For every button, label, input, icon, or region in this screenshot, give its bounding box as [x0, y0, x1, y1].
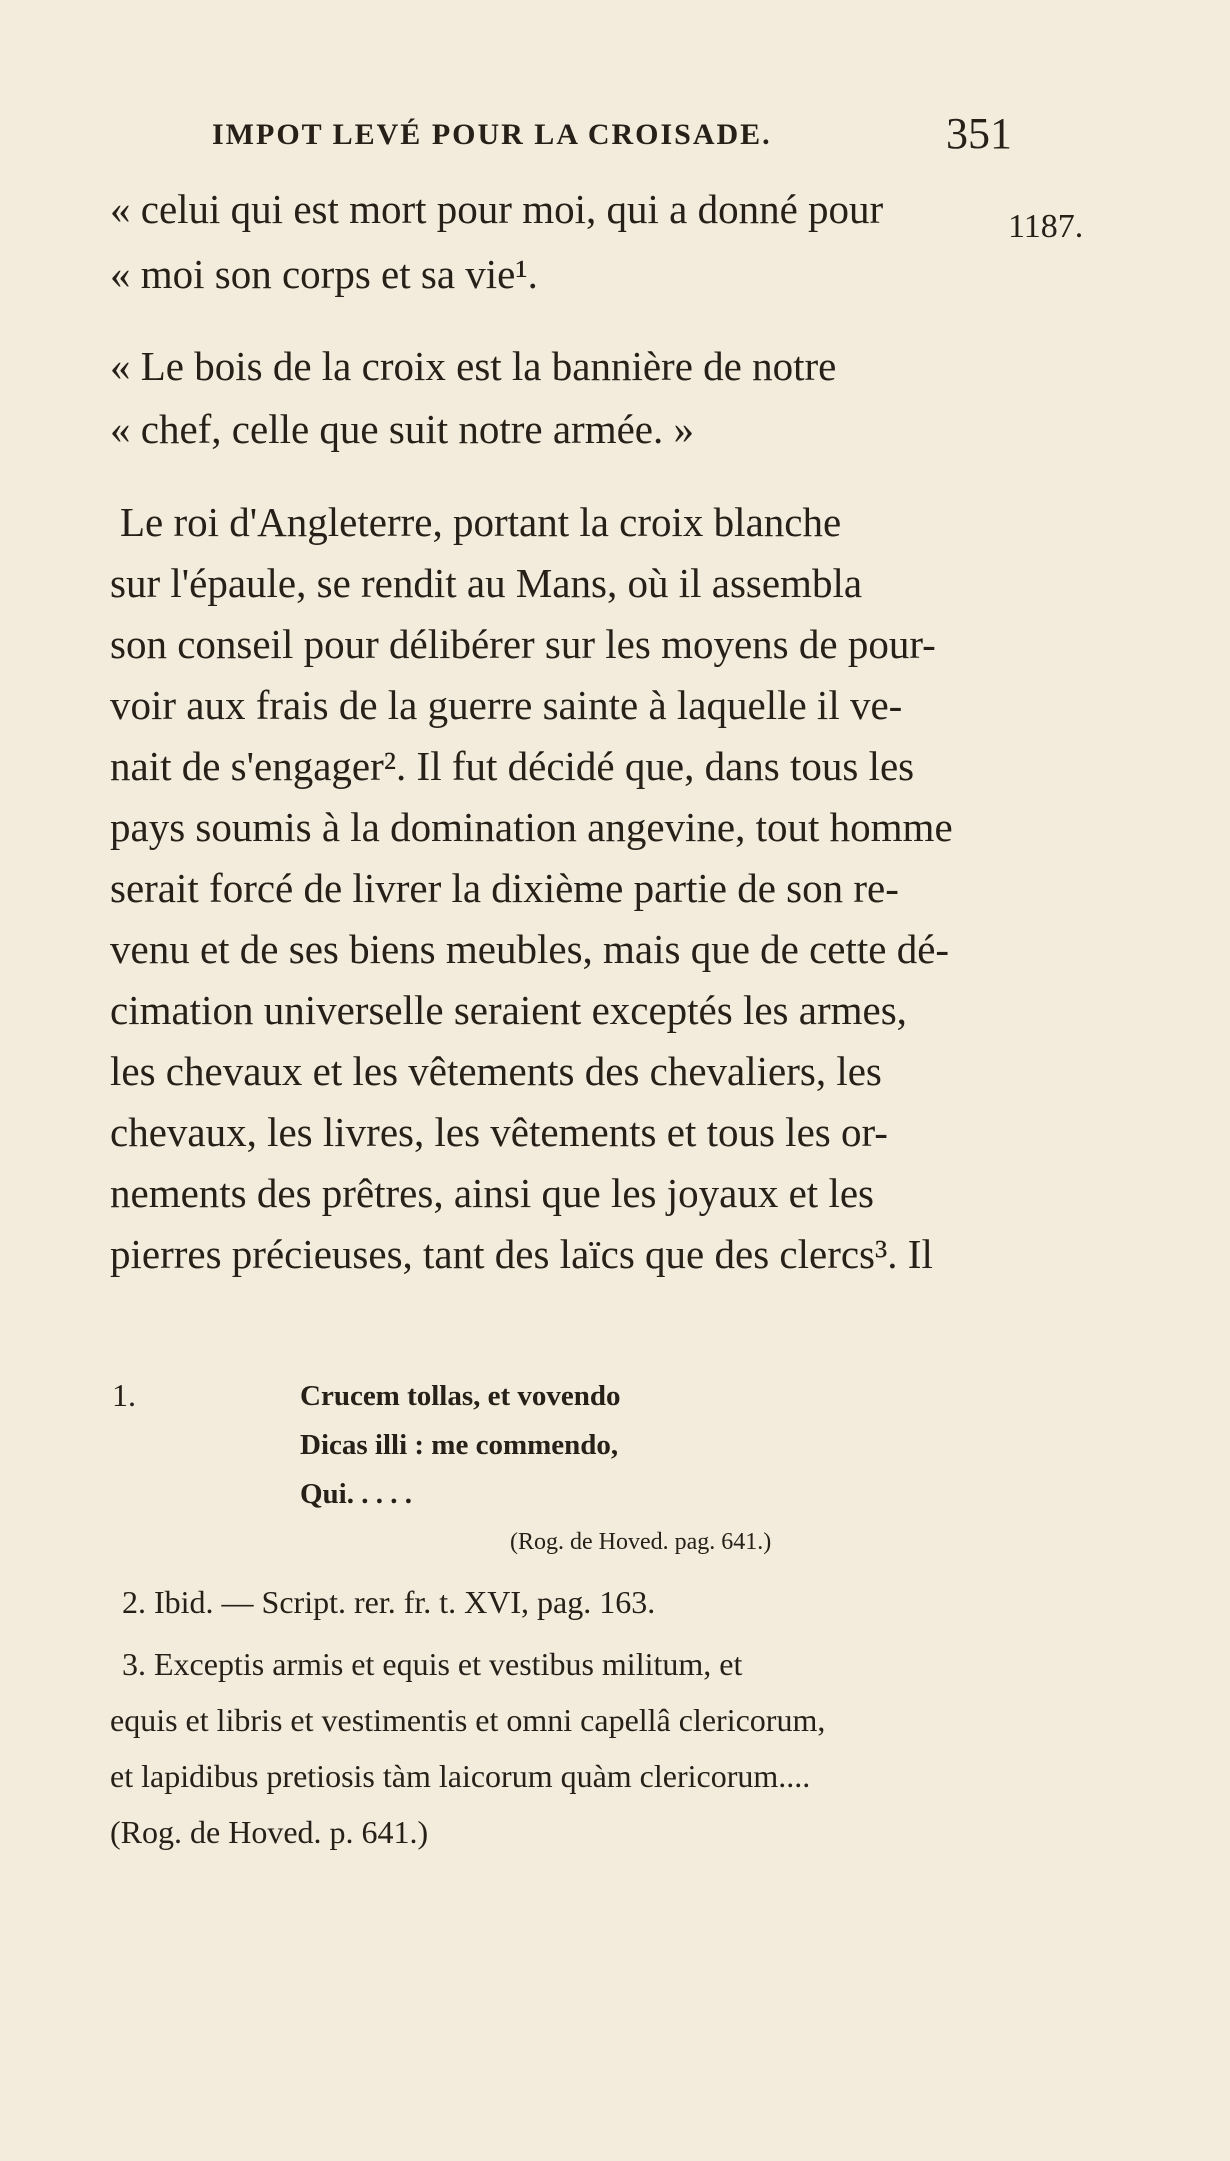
paragraph-line: nements des prêtres, ainsi que les joyaux et les	[110, 1170, 874, 1216]
quote-line: « chef, celle que suit notre armée. »	[110, 406, 694, 452]
footnote-3-line: 3. Exceptis armis et equis et vestibus militum, et	[122, 1646, 743, 1682]
footnote-3-line: equis et libris et vestimentis et omni capellâ clericorum,	[110, 1702, 826, 1738]
footnote-3-line: et lapidibus pretiosis tàm laicorum quàm clericorum....	[110, 1758, 811, 1794]
footnote-verse-line: Qui. . . . .	[300, 1478, 412, 1510]
footnote-verse-line: Crucem tollas, et vovendo	[300, 1380, 621, 1412]
paragraph-line: venu et de ses biens meubles, mais que de cette dé-	[110, 926, 950, 972]
page-number: 351	[946, 109, 1012, 158]
paragraph-line: les chevaux et les vêtements des chevaliers, les	[110, 1048, 882, 1094]
paragraph-line: sur l'épaule, se rendit au Mans, où il assembla	[110, 560, 863, 606]
paragraph-line: son conseil pour délibérer sur les moyens de pour-	[110, 621, 936, 667]
paragraph-line: Le roi d'Angleterre, portant la croix blanche	[120, 499, 842, 545]
footnote-verse-line: Dicas illi : me commendo,	[300, 1429, 619, 1461]
quote-line: « moi son corps et sa vie¹.	[110, 251, 538, 297]
paragraph-line: voir aux frais de la guerre sainte à laquelle il ve-	[110, 682, 903, 728]
footnote-citation: (Rog. de Hoved. pag. 641.)	[510, 1529, 772, 1555]
footnote-2: 2. Ibid. — Script. rer. fr. t. XVI, pag. 163.	[122, 1584, 656, 1620]
paragraph-line: pays soumis à la domination angevine, tout homme	[110, 804, 953, 850]
page-header	[0, 108, 1230, 168]
margin-year: 1187.	[1008, 208, 1084, 245]
paragraph-line: chevaux, les livres, les vêtements et tous les or-	[110, 1109, 888, 1155]
paragraph-line: nait de s'engager². Il fut décidé que, dans tous les	[110, 743, 915, 789]
paragraph-line: cimation universelle seraient exceptés les armes,	[110, 987, 907, 1033]
paragraph-line: serait forcé de livrer la dixième partie de son re-	[110, 865, 899, 911]
paragraph-line: pierres précieuses, tant des laïcs que des clercs³. Il	[110, 1231, 933, 1277]
footnote-3-line: (Rog. de Hoved. p. 641.)	[110, 1814, 429, 1850]
quote-line: « Le bois de la croix est la bannière de notre	[110, 343, 837, 389]
footnote-marker: 1.	[112, 1377, 136, 1413]
quote-line: « celui qui est mort pour moi, qui a donné pour	[110, 186, 884, 232]
running-title: IMPOT LEVÉ POUR LA CROISADE.	[212, 118, 772, 151]
